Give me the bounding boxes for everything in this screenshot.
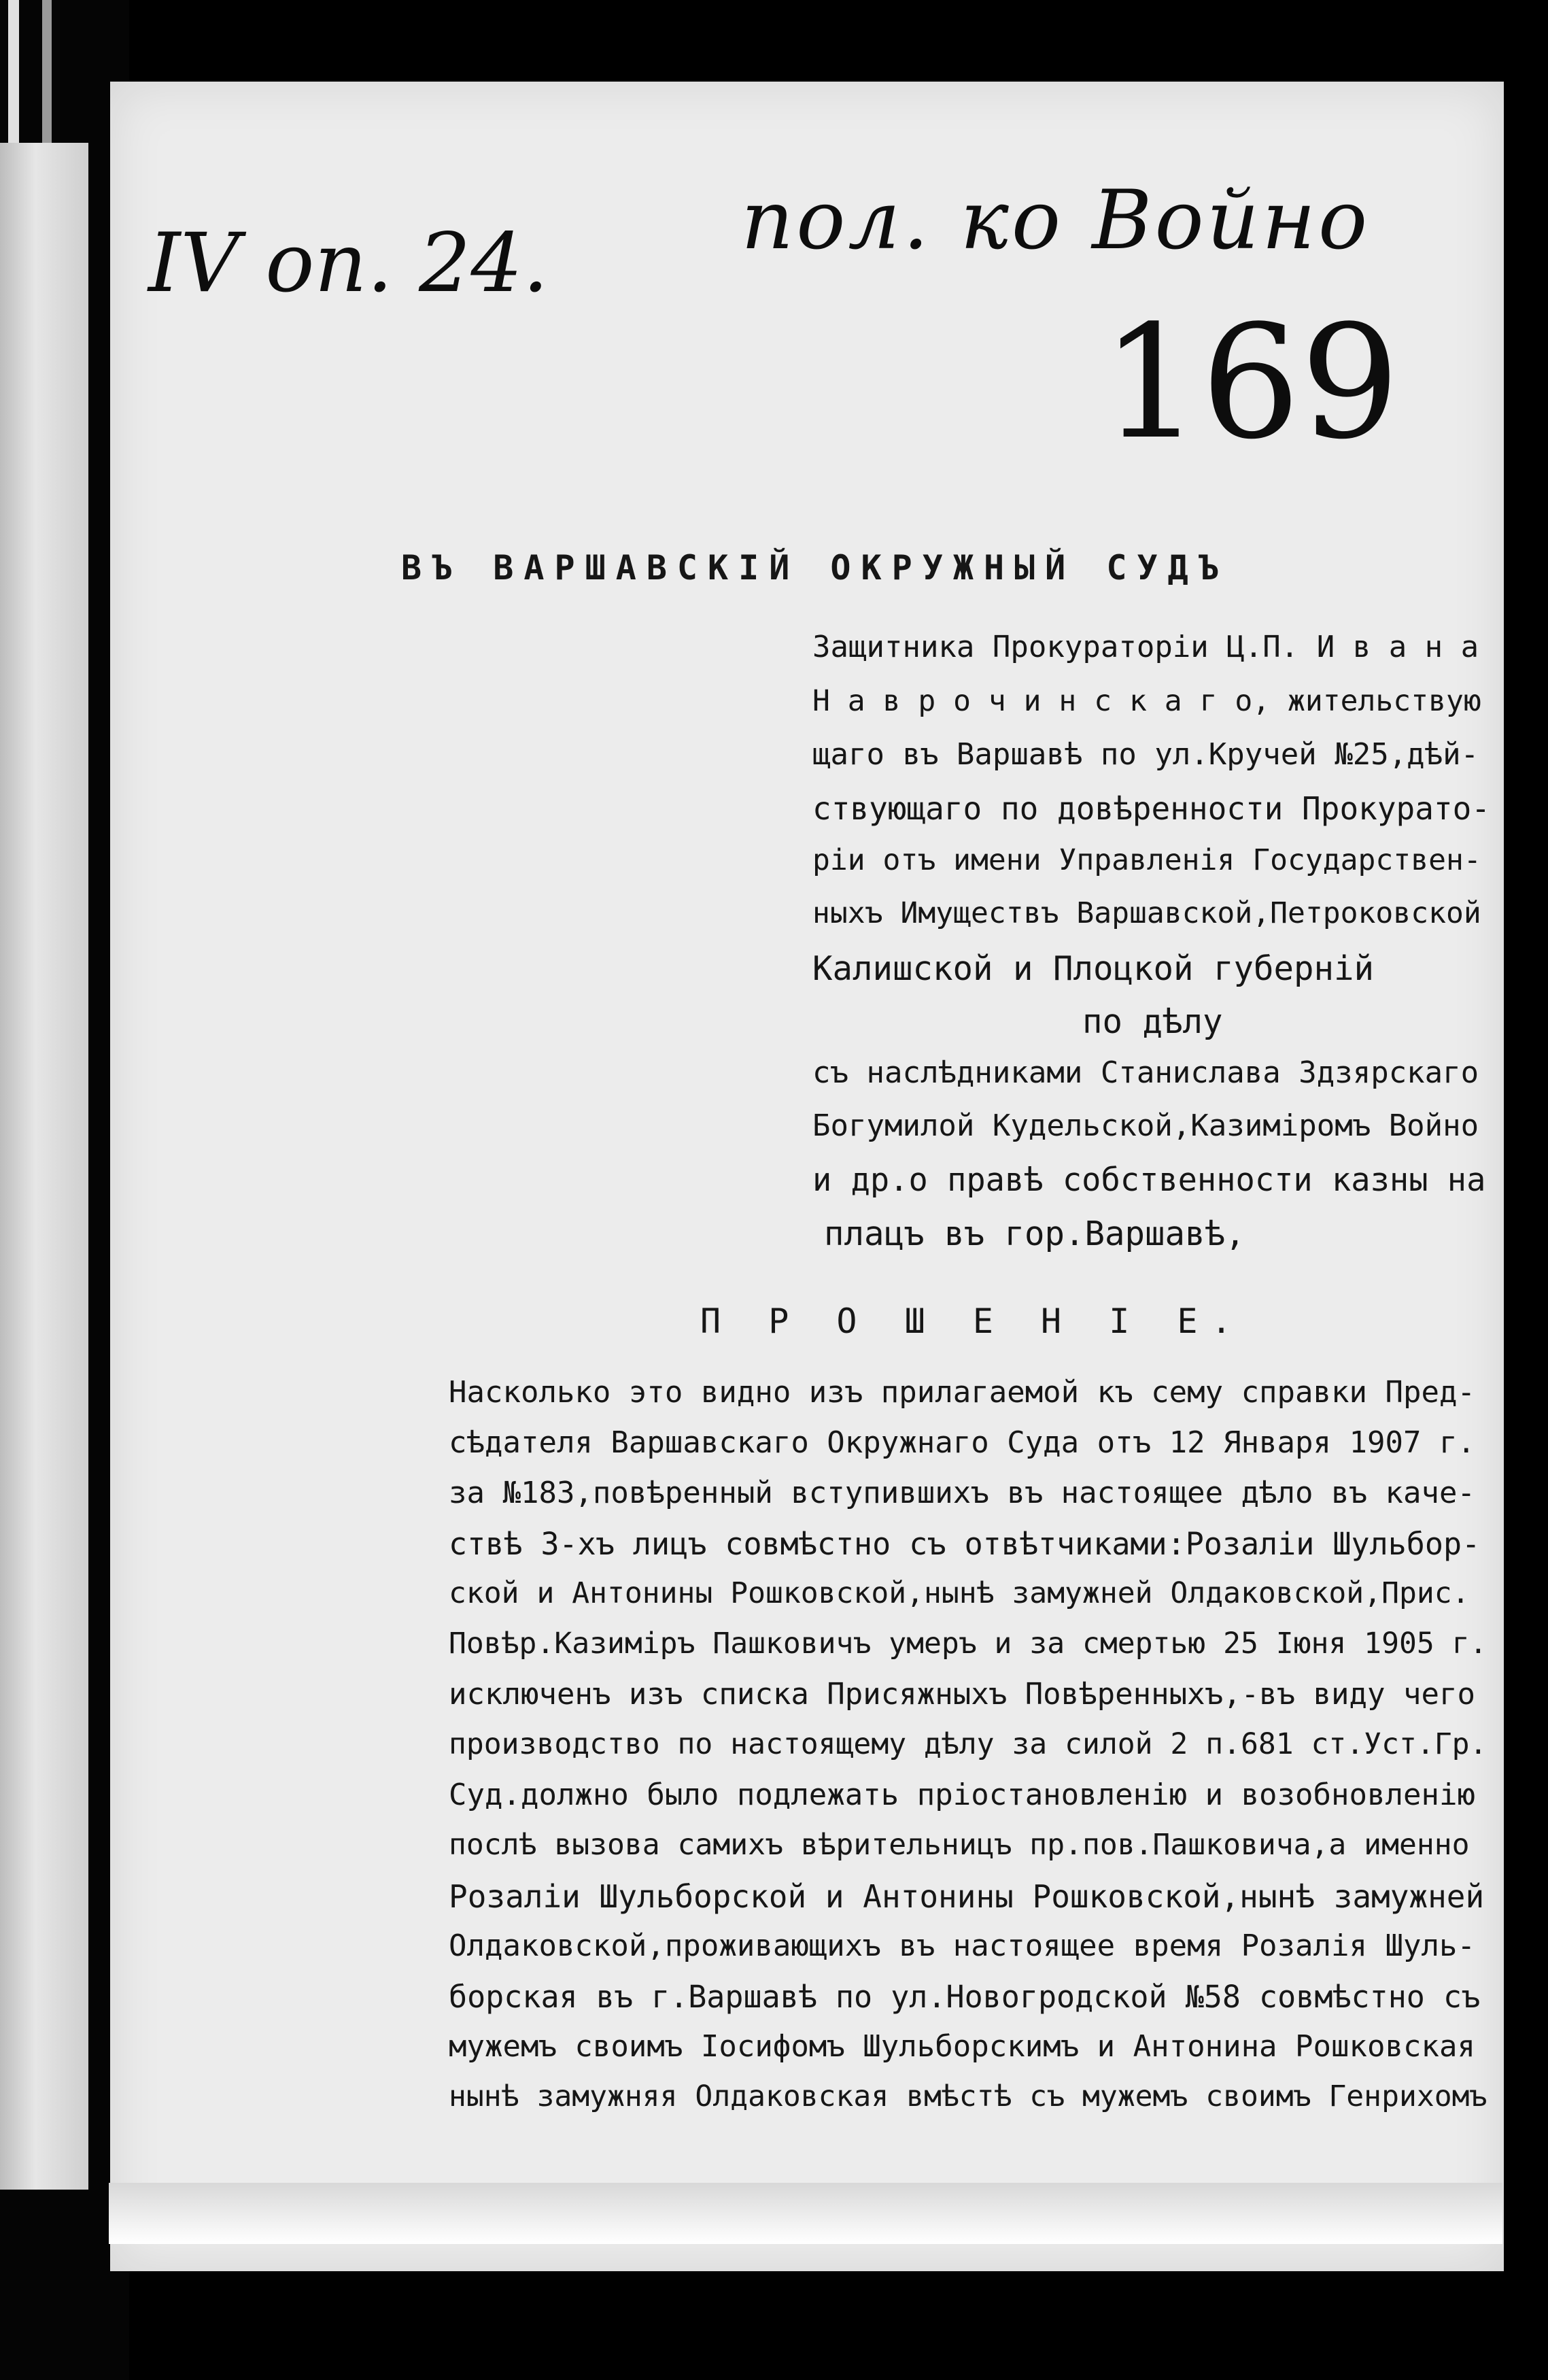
body-line: Суд.должно было подлежать прiостановленiю и возобновленiю: [449, 1778, 1475, 1812]
body-line: Повѣр.Казимiръ Пашковичъ умеръ и за смертью 25 Iюня 1905 г.: [449, 1627, 1487, 1661]
petitioner-line: Н а в р о ч и н с к а г о, жительствую: [812, 684, 1481, 718]
handwritten-folio: IV оп. 24.: [148, 216, 549, 311]
handwritten-sheet-number: 169: [1101, 292, 1400, 474]
body-line: ствѣ 3-хъ лицъ совмѣстно съ отвѣтчиками:Розалiи Шульбор-: [449, 1526, 1481, 1562]
petitioner-line: Калишской и Плоцкой губернiй: [812, 949, 1375, 988]
petitioner-line: ныхъ Имуществъ Варшавской,Петроковской: [812, 896, 1481, 930]
body-line: Насколько это видно изъ прилагаемой къ сему справки Пред-: [449, 1375, 1475, 1410]
binding-edge: [0, 143, 88, 2190]
petitioner-line: рiи отъ имени Управленiя Государствен-: [812, 843, 1481, 877]
body-line: Олдаковской,проживающихъ въ настоящее время Розалiя Шуль-: [449, 1928, 1475, 1963]
petitioner-line: щаго въ Варшавѣ по ул.Кручей №25,дѣй-: [812, 737, 1479, 772]
body-line: нынѣ замужняя Олдаковская вмѣстѣ съ мужемъ своимъ Генрихомъ: [449, 2079, 1487, 2113]
body-line: ской и Антонины Рошковской,нынѣ замужней Олдаковской,Прис.: [449, 1576, 1470, 1610]
petitioner-line: Богумилой Кудельской,Казимiромъ Войно: [812, 1108, 1479, 1143]
petitioner-line: по дѣлу: [1082, 1002, 1223, 1041]
page-bottom-edge: [109, 2183, 1502, 2244]
petitioner-line: плацъ въ гор.Варшавѣ,: [824, 1214, 1245, 1253]
petitioner-line: Защитника Прокураторiи Ц.П. И в а н а: [812, 630, 1479, 664]
binding-stripe: [8, 0, 19, 143]
body-line: Розалiи Шульборской и Антонины Рошковской,нынѣ замужней: [449, 1878, 1485, 1915]
body-line: послѣ вызова самихъ вѣрительницъ пр.пов.Пашковича,а именно: [449, 1828, 1470, 1862]
body-line: производство по настоящему дѣлу за силой 2 п.681 ст.Уст.Гр.: [449, 1727, 1487, 1761]
body-line: борская въ г.Варшавѣ по ул.Новогродской №58 совмѣстно съ: [449, 1979, 1481, 2015]
document-title: П Р О Ш Е Н I Е.: [700, 1302, 1245, 1341]
petitioner-line: съ наслѣдниками Станислава Здзярскаго: [812, 1055, 1479, 1090]
binding-stripe: [42, 0, 52, 143]
handwritten-note: пол. ко Войно: [741, 173, 1371, 268]
petitioner-line: ствующаго по довѣренности Прокурато-: [812, 790, 1490, 827]
court-heading: ВЪ ВАРШАВСКIЙ ОКРУЖНЫЙ СУДЪ: [401, 548, 1229, 588]
body-line: исключенъ изъ списка Присяжныхъ Повѣренныхъ,-въ виду чего: [449, 1677, 1475, 1712]
petitioner-line: и др.о правѣ собственности казны на: [812, 1161, 1486, 1199]
body-line: мужемъ своимъ Iосифомъ Шульборскимъ и Антонина Рошковская: [449, 2029, 1475, 2064]
body-line: за №183,повѣренный вступившихъ въ настоящее дѣло въ каче-: [449, 1476, 1475, 1510]
body-line: сѣдателя Варшавскаго Окружнаго Суда отъ 12 Января 1907 г.: [449, 1425, 1475, 1460]
